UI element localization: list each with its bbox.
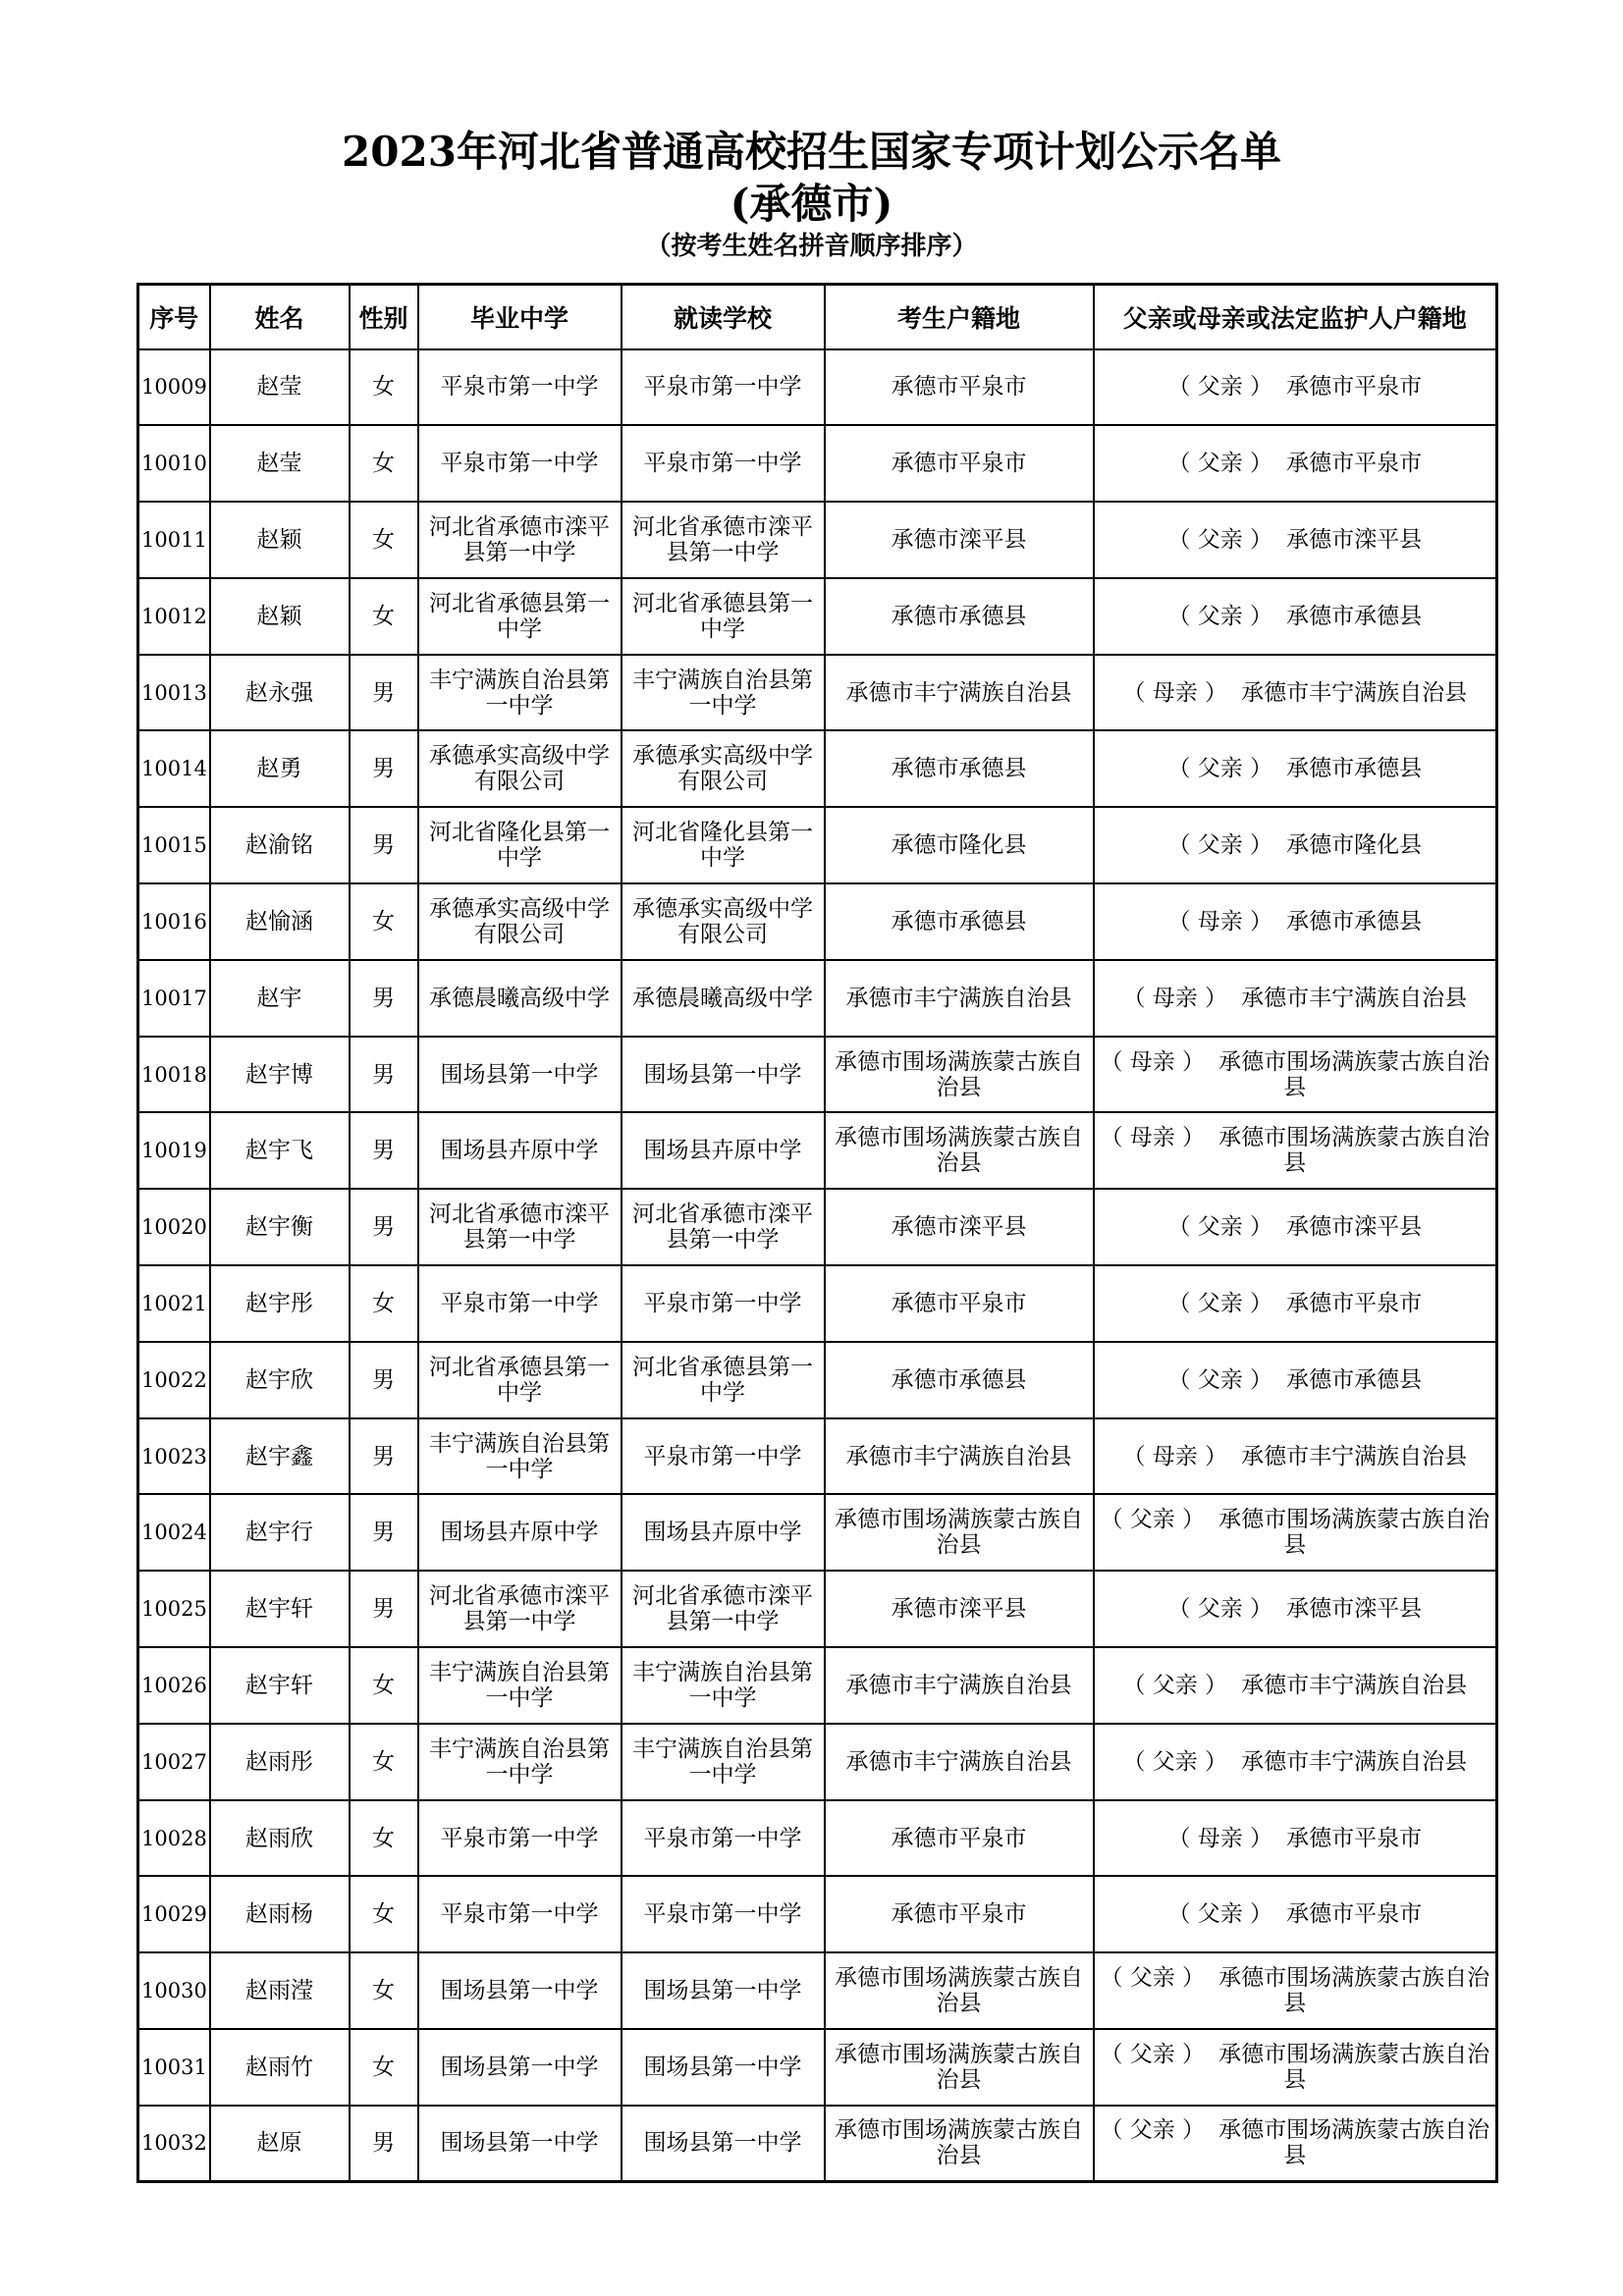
cell-seq: 10015 bbox=[138, 807, 210, 883]
table-row bbox=[138, 1494, 1497, 1571]
cell-guardian-residence bbox=[1094, 655, 1497, 731]
guardian-place: 承德市围场满族蒙古族自治县 bbox=[1218, 2041, 1490, 2093]
cell-grad-school: 承德承实高级中学有限公司 bbox=[418, 883, 622, 960]
guardian-relation: （ 父亲 ） bbox=[1167, 1366, 1273, 1393]
cell-guardian-residence bbox=[1094, 349, 1497, 426]
cell-guardian-residence bbox=[1094, 1112, 1497, 1189]
cell-guardian-residence bbox=[1094, 1724, 1497, 1800]
cell-name: 赵原 bbox=[210, 2106, 350, 2182]
cell-grad-school: 丰宁满族自治县第一中学 bbox=[418, 1647, 622, 1724]
sort-note: （按考生姓名拼音顺序排序） bbox=[645, 232, 978, 261]
cell-guardian-residence bbox=[1094, 1571, 1497, 1647]
cell-guardian-residence bbox=[1094, 1647, 1497, 1724]
cell-current-school: 河北省承德市滦平县第一中学 bbox=[622, 502, 825, 578]
guardian-relation: （ 母亲 ） bbox=[1122, 1443, 1228, 1469]
guardian-relation: （ 母亲 ） bbox=[1100, 1048, 1206, 1075]
table-row bbox=[138, 1800, 1497, 1877]
cell-seq: 10010 bbox=[138, 425, 210, 502]
cell-current-school: 承德晨曦高级中学 bbox=[622, 960, 825, 1037]
cell-gender: 男 bbox=[350, 655, 418, 731]
cell-current-school: 河北省隆化县第一中学 bbox=[622, 807, 825, 883]
cell-gender: 女 bbox=[350, 1876, 418, 1952]
cell-gender: 女 bbox=[350, 2029, 418, 2106]
table-row bbox=[138, 1265, 1497, 1342]
cell-guardian-residence bbox=[1094, 425, 1497, 502]
cell-grad-school: 河北省承德市滦平县第一中学 bbox=[418, 1571, 622, 1647]
document-title: 2023年河北省普通高校招生国家专项计划公示名单 bbox=[342, 128, 1281, 176]
cell-current-school: 围场县卉原中学 bbox=[622, 1494, 825, 1571]
cell-current-school: 丰宁满族自治县第一中学 bbox=[622, 1647, 825, 1724]
guardian-relation: （ 父亲 ） bbox=[1100, 2041, 1206, 2067]
cell-gender: 女 bbox=[350, 425, 418, 502]
cell-residence: 承德市围场满族蒙古族自治县 bbox=[825, 2106, 1094, 2182]
cell-name: 赵雨彤 bbox=[210, 1724, 350, 1800]
cell-name: 赵宇衡 bbox=[210, 1189, 350, 1265]
cell-residence: 承德市丰宁满族自治县 bbox=[825, 1418, 1094, 1495]
cell-seq: 10024 bbox=[138, 1494, 210, 1571]
cell-grad-school: 承德承实高级中学有限公司 bbox=[418, 730, 622, 807]
cell-guardian-residence bbox=[1094, 1189, 1497, 1265]
cell-guardian-residence bbox=[1094, 502, 1497, 578]
guardian-place: 承德市丰宁满族自治县 bbox=[1241, 1748, 1468, 1775]
cell-grad-school: 围场县卉原中学 bbox=[418, 1112, 622, 1189]
cell-grad-school: 河北省承德县第一中学 bbox=[418, 1342, 622, 1418]
cell-residence: 承德市平泉市 bbox=[825, 1265, 1094, 1342]
cell-current-school: 河北省承德县第一中学 bbox=[622, 578, 825, 655]
cell-gender: 男 bbox=[350, 1112, 418, 1189]
guardian-place: 承德市滦平县 bbox=[1286, 526, 1423, 553]
cell-residence: 承德市围场满族蒙古族自治县 bbox=[825, 1037, 1094, 1113]
header-row bbox=[138, 285, 1497, 349]
cell-seq: 10011 bbox=[138, 502, 210, 578]
cell-guardian-residence bbox=[1094, 730, 1497, 807]
cell-name: 赵永强 bbox=[210, 655, 350, 731]
cell-name: 赵莹 bbox=[210, 349, 350, 426]
cell-residence: 承德市平泉市 bbox=[825, 1800, 1094, 1877]
cell-gender: 男 bbox=[350, 960, 418, 1037]
cell-current-school: 平泉市第一中学 bbox=[622, 1876, 825, 1952]
table-row bbox=[138, 807, 1497, 883]
cell-current-school: 平泉市第一中学 bbox=[622, 425, 825, 502]
cell-residence: 承德市丰宁满族自治县 bbox=[825, 1724, 1094, 1800]
table-row bbox=[138, 1342, 1497, 1418]
guardian-place: 承德市承德县 bbox=[1286, 603, 1423, 629]
cell-guardian-residence bbox=[1094, 1265, 1497, 1342]
cell-guardian-residence bbox=[1094, 883, 1497, 960]
guardian-relation: （ 父亲 ） bbox=[1167, 526, 1273, 553]
cell-guardian-residence bbox=[1094, 2106, 1497, 2182]
cell-seq: 10013 bbox=[138, 655, 210, 731]
cell-current-school: 河北省承德县第一中学 bbox=[622, 1342, 825, 1418]
cell-name: 赵宇博 bbox=[210, 1037, 350, 1113]
cell-grad-school: 河北省承德市滦平县第一中学 bbox=[418, 1189, 622, 1265]
cell-name: 赵宇欣 bbox=[210, 1342, 350, 1418]
cell-guardian-residence bbox=[1094, 2029, 1497, 2106]
guardian-relation: （ 父亲 ） bbox=[1100, 1965, 1206, 1992]
guardian-relation: （ 父亲 ） bbox=[1167, 756, 1273, 782]
table-row bbox=[138, 883, 1497, 960]
table-row bbox=[138, 1112, 1497, 1189]
guardian-place: 承德市滦平县 bbox=[1286, 1596, 1423, 1623]
guardian-relation: （ 母亲 ） bbox=[1167, 1825, 1273, 1851]
cell-name: 赵雨欣 bbox=[210, 1800, 350, 1877]
cell-residence: 承德市平泉市 bbox=[825, 425, 1094, 502]
table-row bbox=[138, 1952, 1497, 2029]
cell-grad-school: 平泉市第一中学 bbox=[418, 349, 622, 426]
col-header-guardian-residence: 父亲或母亲或法定监护人户籍地 bbox=[1094, 285, 1497, 349]
col-header-current-school: 就读学校 bbox=[622, 285, 825, 349]
cell-gender: 男 bbox=[350, 1037, 418, 1113]
cell-current-school: 围场县卉原中学 bbox=[622, 1112, 825, 1189]
cell-name: 赵雨滢 bbox=[210, 1952, 350, 2029]
cell-name: 赵雨杨 bbox=[210, 1876, 350, 1952]
cell-residence: 承德市承德县 bbox=[825, 883, 1094, 960]
cell-seq: 10030 bbox=[138, 1952, 210, 2029]
cell-current-school: 围场县第一中学 bbox=[622, 1037, 825, 1113]
cell-current-school: 围场县第一中学 bbox=[622, 2106, 825, 2182]
cell-grad-school: 平泉市第一中学 bbox=[418, 1800, 622, 1877]
cell-guardian-residence bbox=[1094, 1952, 1497, 2029]
cell-seq: 10017 bbox=[138, 960, 210, 1037]
guardian-relation: （ 父亲 ） bbox=[1100, 2117, 1206, 2144]
cell-name: 赵勇 bbox=[210, 730, 350, 807]
cell-grad-school: 围场县第一中学 bbox=[418, 2106, 622, 2182]
table-row bbox=[138, 1647, 1497, 1724]
cell-current-school: 围场县第一中学 bbox=[622, 2029, 825, 2106]
cell-grad-school: 承德晨曦高级中学 bbox=[418, 960, 622, 1037]
cell-gender: 女 bbox=[350, 1800, 418, 1877]
col-header-grad-school: 毕业中学 bbox=[418, 285, 622, 349]
cell-seq: 10018 bbox=[138, 1037, 210, 1113]
roster-body bbox=[138, 349, 1497, 2182]
guardian-relation: （ 父亲 ） bbox=[1167, 832, 1273, 859]
table-row bbox=[138, 425, 1497, 502]
cell-seq: 10014 bbox=[138, 730, 210, 807]
cell-seq: 10029 bbox=[138, 1876, 210, 1952]
cell-residence: 承德市滦平县 bbox=[825, 1571, 1094, 1647]
cell-seq: 10019 bbox=[138, 1112, 210, 1189]
cell-seq: 10022 bbox=[138, 1342, 210, 1418]
guardian-place: 承德市丰宁满族自治县 bbox=[1241, 679, 1468, 706]
cell-guardian-residence bbox=[1094, 1876, 1497, 1952]
table-row bbox=[138, 2029, 1497, 2106]
cell-seq: 10026 bbox=[138, 1647, 210, 1724]
cell-gender: 女 bbox=[350, 1952, 418, 2029]
cell-guardian-residence bbox=[1094, 1800, 1497, 1877]
guardian-place: 承德市平泉市 bbox=[1286, 451, 1423, 477]
guardian-place: 承德市丰宁满族自治县 bbox=[1241, 1443, 1468, 1469]
cell-seq: 10027 bbox=[138, 1724, 210, 1800]
cell-seq: 10009 bbox=[138, 349, 210, 426]
cell-residence: 承德市丰宁满族自治县 bbox=[825, 960, 1094, 1037]
table-row bbox=[138, 1418, 1497, 1495]
cell-seq: 10012 bbox=[138, 578, 210, 655]
table-row bbox=[138, 578, 1497, 655]
cell-residence: 承德市滦平县 bbox=[825, 502, 1094, 578]
cell-current-school: 丰宁满族自治县第一中学 bbox=[622, 655, 825, 731]
guardian-relation: （ 父亲 ） bbox=[1167, 1901, 1273, 1928]
guardian-relation: （ 父亲 ） bbox=[1122, 1748, 1228, 1775]
cell-name: 赵宇鑫 bbox=[210, 1418, 350, 1495]
cell-gender: 女 bbox=[350, 578, 418, 655]
table-row bbox=[138, 960, 1497, 1037]
cell-name: 赵宇轩 bbox=[210, 1647, 350, 1724]
col-header-residence: 考生户籍地 bbox=[825, 285, 1094, 349]
cell-current-school: 平泉市第一中学 bbox=[622, 1265, 825, 1342]
cell-name: 赵愉涵 bbox=[210, 883, 350, 960]
cell-gender: 女 bbox=[350, 883, 418, 960]
guardian-place: 承德市丰宁满族自治县 bbox=[1241, 985, 1468, 1011]
table-row bbox=[138, 730, 1497, 807]
cell-grad-school: 河北省承德市滦平县第一中学 bbox=[418, 502, 622, 578]
guardian-place: 承德市滦平县 bbox=[1286, 1214, 1423, 1241]
cell-name: 赵雨竹 bbox=[210, 2029, 350, 2106]
cell-current-school: 平泉市第一中学 bbox=[622, 349, 825, 426]
guardian-place: 承德市平泉市 bbox=[1286, 1290, 1423, 1316]
table-row bbox=[138, 655, 1497, 731]
table-row bbox=[138, 1037, 1497, 1113]
cell-gender: 女 bbox=[350, 1724, 418, 1800]
cell-current-school: 丰宁满族自治县第一中学 bbox=[622, 1724, 825, 1800]
table-row bbox=[138, 1724, 1497, 1800]
cell-residence: 承德市隆化县 bbox=[825, 807, 1094, 883]
guardian-place: 承德市围场满族蒙古族自治县 bbox=[1218, 1125, 1490, 1177]
cell-current-school: 河北省承德市滦平县第一中学 bbox=[622, 1571, 825, 1647]
cell-gender: 女 bbox=[350, 349, 418, 426]
cell-grad-school: 围场县第一中学 bbox=[418, 2029, 622, 2106]
cell-current-school: 平泉市第一中学 bbox=[622, 1418, 825, 1495]
cell-current-school: 承德承实高级中学有限公司 bbox=[622, 883, 825, 960]
guardian-place: 承德市丰宁满族自治县 bbox=[1241, 1672, 1468, 1698]
guardian-place: 承德市承德县 bbox=[1286, 908, 1423, 934]
guardian-relation: （ 父亲 ） bbox=[1167, 603, 1273, 629]
cell-seq: 10016 bbox=[138, 883, 210, 960]
guardian-place: 承德市平泉市 bbox=[1286, 374, 1423, 400]
guardian-place: 承德市承德县 bbox=[1286, 756, 1423, 782]
guardian-relation: （ 父亲 ） bbox=[1167, 451, 1273, 477]
cell-name: 赵宇行 bbox=[210, 1494, 350, 1571]
guardian-relation: （ 父亲 ） bbox=[1100, 1507, 1206, 1533]
table-row bbox=[138, 1571, 1497, 1647]
table-row bbox=[138, 2106, 1497, 2182]
cell-grad-school: 河北省隆化县第一中学 bbox=[418, 807, 622, 883]
guardian-place: 承德市平泉市 bbox=[1286, 1901, 1423, 1928]
document-subtitle: (承德市) bbox=[730, 180, 893, 228]
cell-residence: 承德市承德县 bbox=[825, 1342, 1094, 1418]
cell-seq: 10032 bbox=[138, 2106, 210, 2182]
guardian-relation: （ 父亲 ） bbox=[1167, 1596, 1273, 1623]
cell-guardian-residence bbox=[1094, 1494, 1497, 1571]
cell-gender: 男 bbox=[350, 1571, 418, 1647]
cell-name: 赵宇 bbox=[210, 960, 350, 1037]
cell-gender: 男 bbox=[350, 1418, 418, 1495]
cell-guardian-residence bbox=[1094, 960, 1497, 1037]
cell-seq: 10028 bbox=[138, 1800, 210, 1877]
guardian-place: 承德市围场满族蒙古族自治县 bbox=[1218, 2117, 1490, 2169]
cell-residence: 承德市滦平县 bbox=[825, 1189, 1094, 1265]
cell-grad-school: 丰宁满族自治县第一中学 bbox=[418, 1418, 622, 1495]
cell-gender: 男 bbox=[350, 807, 418, 883]
cell-guardian-residence bbox=[1094, 1342, 1497, 1418]
cell-name: 赵渝铭 bbox=[210, 807, 350, 883]
cell-grad-school: 围场县卉原中学 bbox=[418, 1494, 622, 1571]
guardian-relation: （ 母亲 ） bbox=[1100, 1125, 1206, 1151]
cell-guardian-residence bbox=[1094, 578, 1497, 655]
cell-seq: 10021 bbox=[138, 1265, 210, 1342]
cell-gender: 女 bbox=[350, 502, 418, 578]
guardian-relation: （ 父亲 ） bbox=[1167, 1290, 1273, 1316]
cell-residence: 承德市承德县 bbox=[825, 578, 1094, 655]
guardian-relation: （ 父亲 ） bbox=[1167, 374, 1273, 400]
cell-seq: 10025 bbox=[138, 1571, 210, 1647]
cell-guardian-residence bbox=[1094, 1418, 1497, 1495]
roster-table bbox=[136, 283, 1498, 2183]
cell-seq: 10031 bbox=[138, 2029, 210, 2106]
cell-seq: 10023 bbox=[138, 1418, 210, 1495]
cell-current-school: 承德承实高级中学有限公司 bbox=[622, 730, 825, 807]
cell-gender: 男 bbox=[350, 730, 418, 807]
cell-name: 赵颖 bbox=[210, 502, 350, 578]
cell-name: 赵宇轩 bbox=[210, 1571, 350, 1647]
col-header-name: 姓名 bbox=[210, 285, 350, 349]
guardian-place: 承德市围场满族蒙古族自治县 bbox=[1218, 1965, 1490, 2017]
cell-grad-school: 平泉市第一中学 bbox=[418, 1265, 622, 1342]
cell-residence: 承德市丰宁满族自治县 bbox=[825, 1647, 1094, 1724]
cell-name: 赵颖 bbox=[210, 578, 350, 655]
cell-grad-school: 河北省承德县第一中学 bbox=[418, 578, 622, 655]
cell-grad-school: 丰宁满族自治县第一中学 bbox=[418, 655, 622, 731]
cell-grad-school: 平泉市第一中学 bbox=[418, 1876, 622, 1952]
cell-seq: 10020 bbox=[138, 1189, 210, 1265]
guardian-relation: （ 父亲 ） bbox=[1122, 1672, 1228, 1698]
cell-current-school: 河北省承德市滦平县第一中学 bbox=[622, 1189, 825, 1265]
table-row bbox=[138, 349, 1497, 426]
table-row bbox=[138, 1876, 1497, 1952]
cell-guardian-residence bbox=[1094, 1037, 1497, 1113]
table-row bbox=[138, 502, 1497, 578]
col-header-gender: 性别 bbox=[350, 285, 418, 349]
cell-grad-school: 围场县第一中学 bbox=[418, 1952, 622, 2029]
guardian-relation: （ 母亲 ） bbox=[1122, 679, 1228, 706]
cell-residence: 承德市围场满族蒙古族自治县 bbox=[825, 1494, 1094, 1571]
cell-name: 赵宇彤 bbox=[210, 1265, 350, 1342]
guardian-relation: （ 母亲 ） bbox=[1122, 985, 1228, 1011]
cell-gender: 男 bbox=[350, 2106, 418, 2182]
cell-residence: 承德市围场满族蒙古族自治县 bbox=[825, 2029, 1094, 2106]
cell-residence: 承德市平泉市 bbox=[825, 349, 1094, 426]
cell-name: 赵宇飞 bbox=[210, 1112, 350, 1189]
cell-grad-school: 丰宁满族自治县第一中学 bbox=[418, 1724, 622, 1800]
cell-residence: 承德市围场满族蒙古族自治县 bbox=[825, 1112, 1094, 1189]
guardian-place: 承德市围场满族蒙古族自治县 bbox=[1218, 1507, 1490, 1559]
cell-residence: 承德市丰宁满族自治县 bbox=[825, 655, 1094, 731]
cell-residence: 承德市围场满族蒙古族自治县 bbox=[825, 1952, 1094, 2029]
cell-gender: 男 bbox=[350, 1342, 418, 1418]
guardian-place: 承德市承德县 bbox=[1286, 1366, 1423, 1393]
cell-grad-school: 围场县第一中学 bbox=[418, 1037, 622, 1113]
cell-current-school: 平泉市第一中学 bbox=[622, 1800, 825, 1877]
cell-gender: 女 bbox=[350, 1265, 418, 1342]
guardian-place: 承德市隆化县 bbox=[1286, 832, 1423, 859]
cell-residence: 承德市承德县 bbox=[825, 730, 1094, 807]
guardian-place: 承德市平泉市 bbox=[1286, 1825, 1423, 1851]
table-row bbox=[138, 1189, 1497, 1265]
cell-current-school: 围场县第一中学 bbox=[622, 1952, 825, 2029]
col-header-seq: 序号 bbox=[138, 285, 210, 349]
cell-guardian-residence bbox=[1094, 807, 1497, 883]
guardian-relation: （ 母亲 ） bbox=[1167, 908, 1273, 934]
cell-name: 赵莹 bbox=[210, 425, 350, 502]
cell-gender: 男 bbox=[350, 1494, 418, 1571]
cell-gender: 女 bbox=[350, 1647, 418, 1724]
cell-residence: 承德市平泉市 bbox=[825, 1876, 1094, 1952]
guardian-place: 承德市围场满族蒙古族自治县 bbox=[1218, 1048, 1490, 1100]
guardian-relation: （ 父亲 ） bbox=[1167, 1214, 1273, 1241]
cell-gender: 男 bbox=[350, 1189, 418, 1265]
cell-grad-school: 平泉市第一中学 bbox=[418, 425, 622, 502]
